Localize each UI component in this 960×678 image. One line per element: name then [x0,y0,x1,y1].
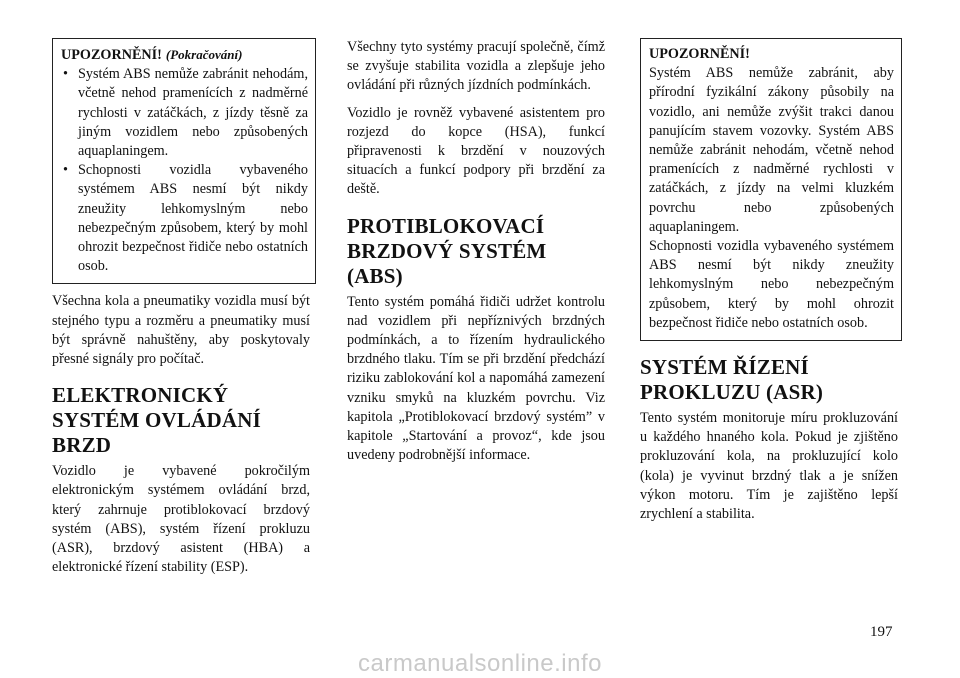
watermark: carmanualsonline.info [358,650,602,677]
column-right [640,38,898,524]
page-number: 197 [870,624,893,640]
paragraph-hsa: Vozidlo je rovněž vybavené asistentem pro rozjezd do kopce (HSA), funkcí připravenosti k brzdění v nouzových situacích a funkcí podpory při brzdění za deště. [347,104,605,198]
warning-bullet: • Systém ABS nemůže zabránit nehodám, včetně nehod pramenících z nadměrné rychlosti v zatáčkách, z jízdy těsně za jiným vozidlem nebo způsobených aquaplaningem. [61,65,308,161]
warning-bullet: • Schopnosti vozidla vybaveného systémem ABS nesmí být nikdy zneužity lehkomyslným nebo nebezpečným způsobem, který by mohl ohrozit bezpečnost řidiče nebo ostatních osob. [61,161,308,276]
warning-paragraph: Systém ABS nemůže zabránit, aby přírodní fyzikální zákony působily na vozidlo, ani nemůže zvýšit trakci danou panujícím stavem vozovky. Systém ABS nemůže zabránit nehodám, včetně nehod pramenících z nadměrné rychlosti v zatáčkách, z jízdy na velmi kluzkém povrchu nebo způsobených aquaplaningem. [649,65,894,235]
warning-box-abs [640,38,902,341]
warning-title [61,45,308,65]
paragraph-abs: Tento systém pomáhá řidiči udržet kontrolu nad vozidlem při nepříznivých brzdných podmínkách, a to řízením hydraulického brzdného tlaku. Tím se při brzdění předchází riziku zablokování kol a napomáhá zamezení vzniku smyků na kluzkém povrchu. Viz kapitola „Protiblokovací brzdový systém” v kapitole „Startování a provoz“, kde jsou uvedeny podrobnější informace. [347,293,605,464]
warning-continued-label: (Pokračování) [165,47,243,62]
paragraph-systems-together: Všechny tyto systémy pracují společně, čímž se zvyšuje stabilita vozidla a zlepšuje jeho ovládání při různých jízdních podmínkách. [347,39,605,94]
warning-paragraph: Schopnosti vozidla vybaveného systémem ABS nesmí být nikdy zneužity lehkomyslným nebo nebezpečným způsobem, který by mohl ohrozit bezpečnost řidiče nebo ostatních osob. [649,238,894,331]
column-left [52,38,310,577]
heading-electronic-brake-control: ELEKTRONICKÝ SYSTÉM OVLÁDÁNÍ BRZD [52,383,261,458]
column-middle [347,38,605,465]
paragraph-asr: Tento systém monitoruje míru prokluzování u každého hnaného kola. Pokud je zjištěno prokluzování kola, na prokluzující kolo (kola) je vyvinut brzdný tlak a je snížen výkon motoru. Tím je zajištěno lepší zrychlení a stabilita. [640,410,898,523]
heading-asr: SYSTÉM ŘÍZENÍ PROKLUZU (ASR) [640,355,824,405]
paragraph-electronic-brake-control: Vozidlo je vybavené pokročilým elektronickým systémem ovládání brzd, který zahrnuje protiblokovací brzdový systém (ABS), systém řízení prokluzu (ASR), brzdový asistent (HBA) a elektronické řízení stability (ESP). [52,463,310,576]
warning-bullet-list [61,65,308,276]
warning-title-text: UPOZORNĚNÍ! [61,47,162,63]
heading-abs: PROTIBLOKOVACÍ BRZDOVÝ SYSTÉM (ABS) [347,213,547,288]
warning-box-continued [52,38,316,284]
warning-title: UPOZORNĚNÍ! [649,46,750,62]
paragraph-tires: Všechna kola a pneumatiky vozidla musí být stejného typu a rozměru a pneumatiky musí být správně nahuštěny, aby poskytovaly přesné signály pro počítač. [52,293,310,368]
